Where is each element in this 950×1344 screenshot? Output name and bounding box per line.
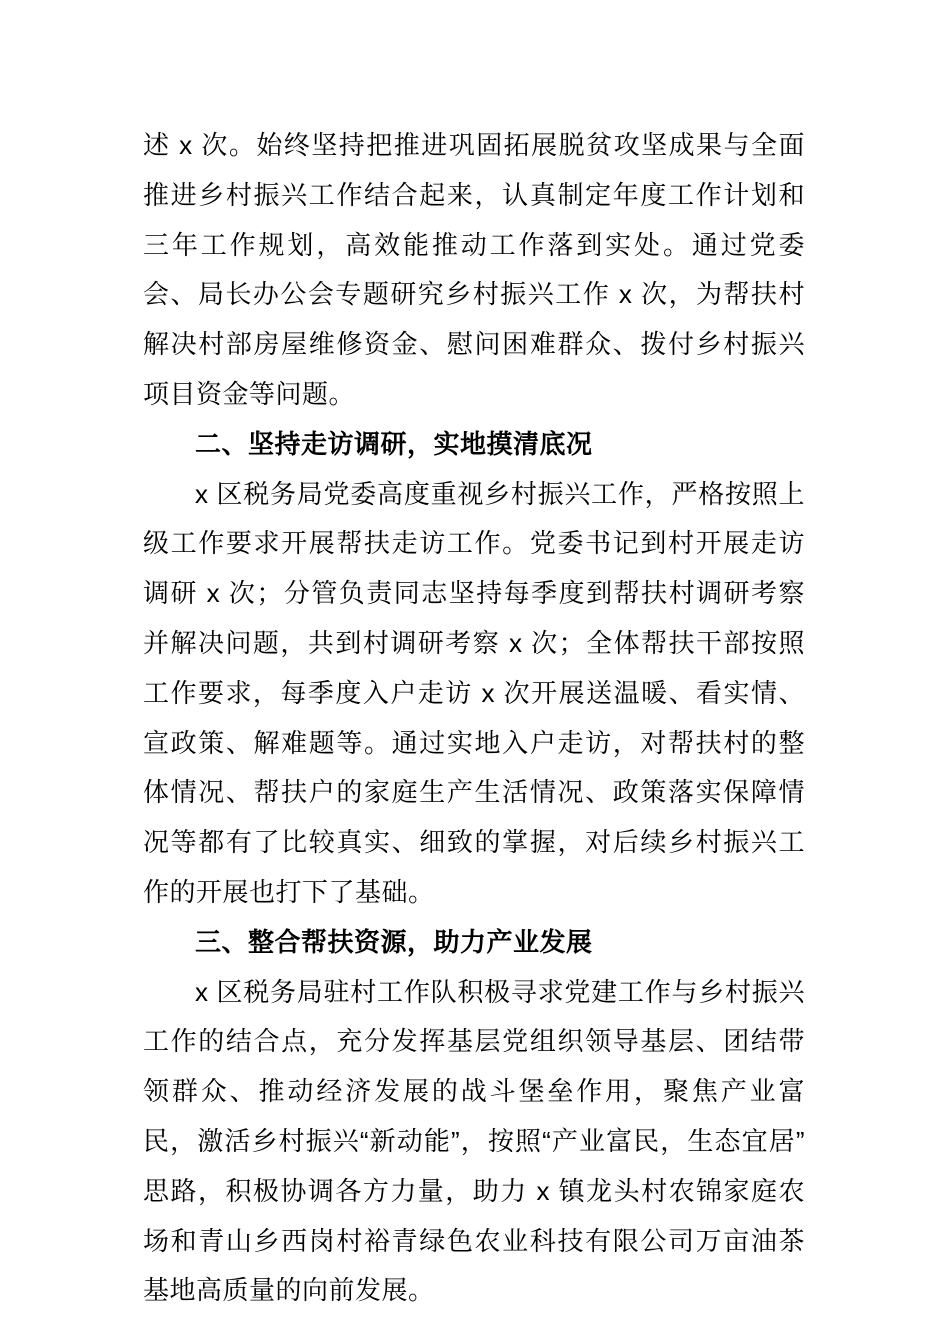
paragraph-section-3: x 区税务局驻村工作队积极寻求党建工作与乡村振兴工作的结合点，充分发挥基层党组织领导基层、团结带领群众、推动经济发展的战斗堡垒作用，聚焦产业富民，激活乡村振兴“新动能”，按照“产业富民，生态宜居”思路，积极协调各方力量，助力 x 镇龙头村农锦家庭农场和青山乡西岗村裕青绿色农业科技有限公司万亩油茶基地高质量的向前发展。 xyxy=(143,976,805,1306)
section-heading-2: 二、坚持走访调研，实地摸清底况 xyxy=(195,428,593,459)
paragraph-section-2: x 区税务局党委高度重视乡村振兴工作，严格按照上级工作要求开展帮扶走访工作。党委书记到村开展走访调研 x 次；分管负责同志坚持每季度到帮扶村调研考察并解决问题，共到村调研考察 x 次；全体帮扶干部按照工作要求，每季度入户走访 x 次开展送温暖、看实情、宣政策、解难题等。通过实地入户走访，对帮扶村的整体情况、帮扶户的家庭生产生活情况、政策落实保障情况等都有了比较真实、细致的掌握，对后续乡村振兴工作的开展也打下了基础。 xyxy=(143,478,805,907)
paragraph-continued: 述 x 次。始终坚持把推进巩固拓展脱贫攻坚成果与全面推进乡村振兴工作结合起来，认真制定年度工作计划和三年工作规划，高效能推动工作落到实处。通过党委会、局长办公会专题研究乡村振兴工作 x 次，为帮扶村解决村部房屋维修资金、慰问困难群众、拨付乡村振兴项目资金等问题。 xyxy=(143,130,805,409)
section-heading-3: 三、整合帮扶资源，助力产业发展 xyxy=(195,926,593,957)
